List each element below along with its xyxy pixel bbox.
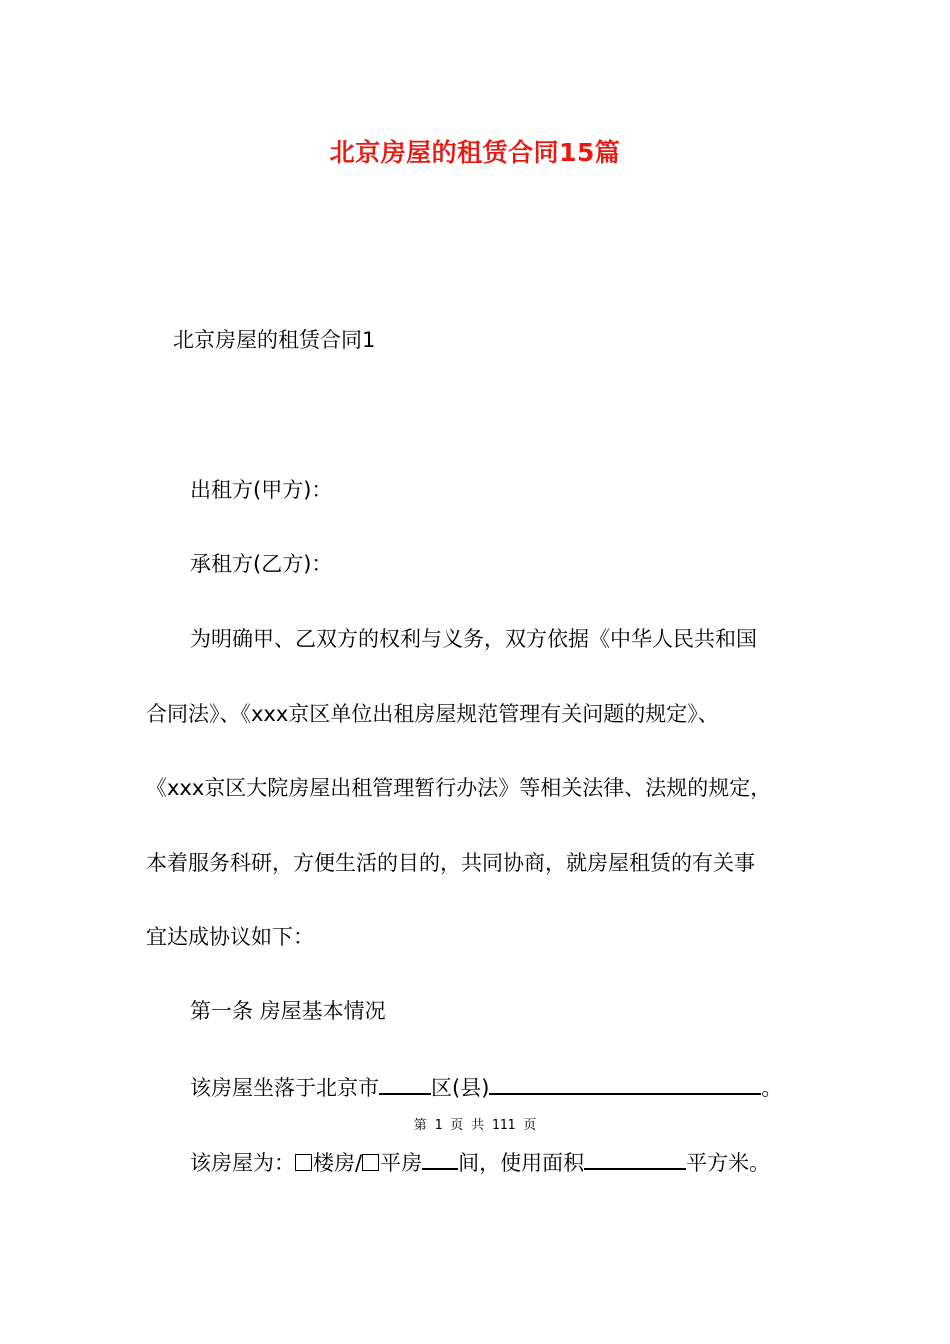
rooms-unit-label: 间，使用面积 xyxy=(458,1151,585,1175)
building-checkbox[interactable] xyxy=(295,1154,312,1171)
paragraph-line: 合同法》、《xxx京区单位出租房屋规范管理有关问题的规定》、 xyxy=(146,702,719,726)
location-prefix: 该房屋坐落于北京市 xyxy=(190,1076,379,1100)
article-one-heading: 第一条 房屋基本情况 xyxy=(190,999,386,1023)
district-blank[interactable] xyxy=(379,1071,431,1095)
paragraph-line: 为明确甲、乙双方的权利与义务，双方依据《中华人民共和国 xyxy=(190,627,757,651)
house-type-prefix: 该房屋为： xyxy=(190,1151,295,1175)
lessor-label: 出租方(甲方)： xyxy=(190,478,333,502)
paragraph-line: 宜达成协议如下： xyxy=(146,925,314,949)
section-heading: 北京房屋的租赁合同1 xyxy=(173,328,376,352)
bungalow-checkbox[interactable] xyxy=(362,1154,379,1171)
bungalow-option-label: 平房 xyxy=(380,1151,423,1175)
paragraph-line: 本着服务科研，方便生活的目的，共同协商，就房屋租赁的有关事 xyxy=(146,851,755,875)
area-blank[interactable] xyxy=(584,1146,686,1170)
page-footer: 第 1 页 共 111 页 xyxy=(413,1118,537,1133)
area-unit-label: 平方米。 xyxy=(686,1151,771,1175)
house-type-line xyxy=(190,1146,770,1178)
lessee-label: 承租方(乙方)： xyxy=(190,552,333,576)
paragraph-line: 《xxx京区大院房屋出租管理暂行办法》等相关法律、法规的规定， xyxy=(146,776,772,800)
location-end: 。 xyxy=(761,1076,783,1100)
document-title: 北京房屋的租赁合同15篇 xyxy=(329,138,621,167)
location-line xyxy=(190,1071,782,1103)
rooms-blank[interactable] xyxy=(422,1146,458,1170)
district-label: 区(县) xyxy=(431,1076,490,1100)
building-option-label: 楼房/ xyxy=(313,1151,363,1175)
address-blank[interactable] xyxy=(489,1071,761,1095)
